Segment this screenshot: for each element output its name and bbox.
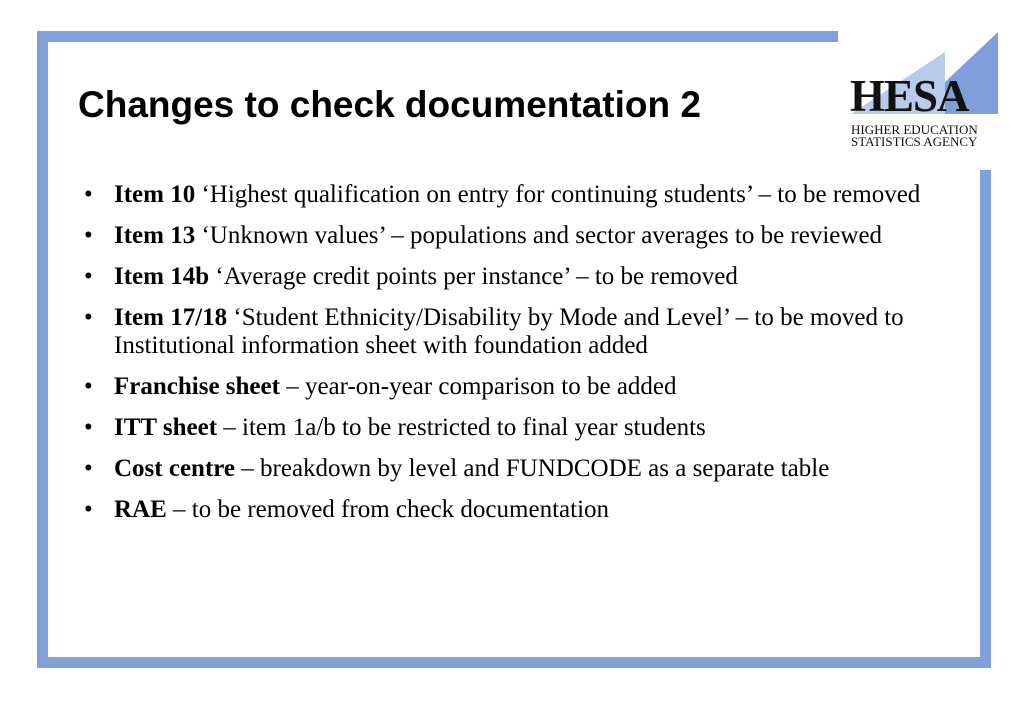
item-text: – year-on-year comparison to be added [279,373,677,400]
logo-subtitle [851,124,978,148]
bullet-icon: • [84,263,93,290]
list-item [84,263,954,291]
item-label: Cost centre [114,455,236,482]
item-label: Item 10 [114,181,196,208]
bullet-icon: • [84,181,93,208]
frame-top [37,31,838,42]
item-label: RAE [114,496,167,523]
item-text: – item 1a/b to be restricted to final year students [217,414,706,441]
list-item [84,222,954,250]
item-label: Item 14b [114,263,210,290]
item-label: Franchise sheet [114,373,280,400]
item-text: – to be removed from check documentation [166,496,610,523]
item-text: ‘Unknown values’ – populations and sector averages to be reviewed [195,222,883,249]
logo-wordmark: HESA [850,71,969,121]
bullet-list [84,181,954,537]
list-item [84,181,954,209]
logo-subtitle-line1: HIGHER EDUCATION [851,122,978,137]
item-text: ‘Average credit points per instance’ – to be removed [209,263,738,290]
slide-title: Changes to check documentation 2 [78,84,701,125]
hesa-logo [846,30,1002,152]
item-label: ITT sheet [114,414,218,441]
bullet-icon: • [84,222,93,249]
logo-subtitle-line2: STATISTICS AGENCY [851,134,978,149]
frame-right [980,170,991,668]
list-item [84,414,954,442]
frame-left [37,31,48,668]
list-item [84,373,954,401]
list-item [84,304,954,360]
bullet-icon: • [84,304,93,331]
list-item [84,496,954,524]
item-label: Item 17/18 [114,304,228,331]
item-text: ‘Student Ethnicity/Disability by Mode and Level’ – to be moved to Institutional information sheet with foundation added [114,304,904,359]
bullet-icon: • [84,373,93,400]
bullet-icon: • [84,455,93,482]
item-text: ‘Highest qualification on entry for continuing students’ – to be removed [195,181,921,208]
item-label: Item 13 [114,222,196,249]
list-item [84,455,954,483]
bullet-icon: • [84,496,93,523]
frame-bottom [37,657,991,668]
item-text: – breakdown by level and FUNDCODE as a separate table [235,455,830,482]
bullet-icon: • [84,414,93,441]
